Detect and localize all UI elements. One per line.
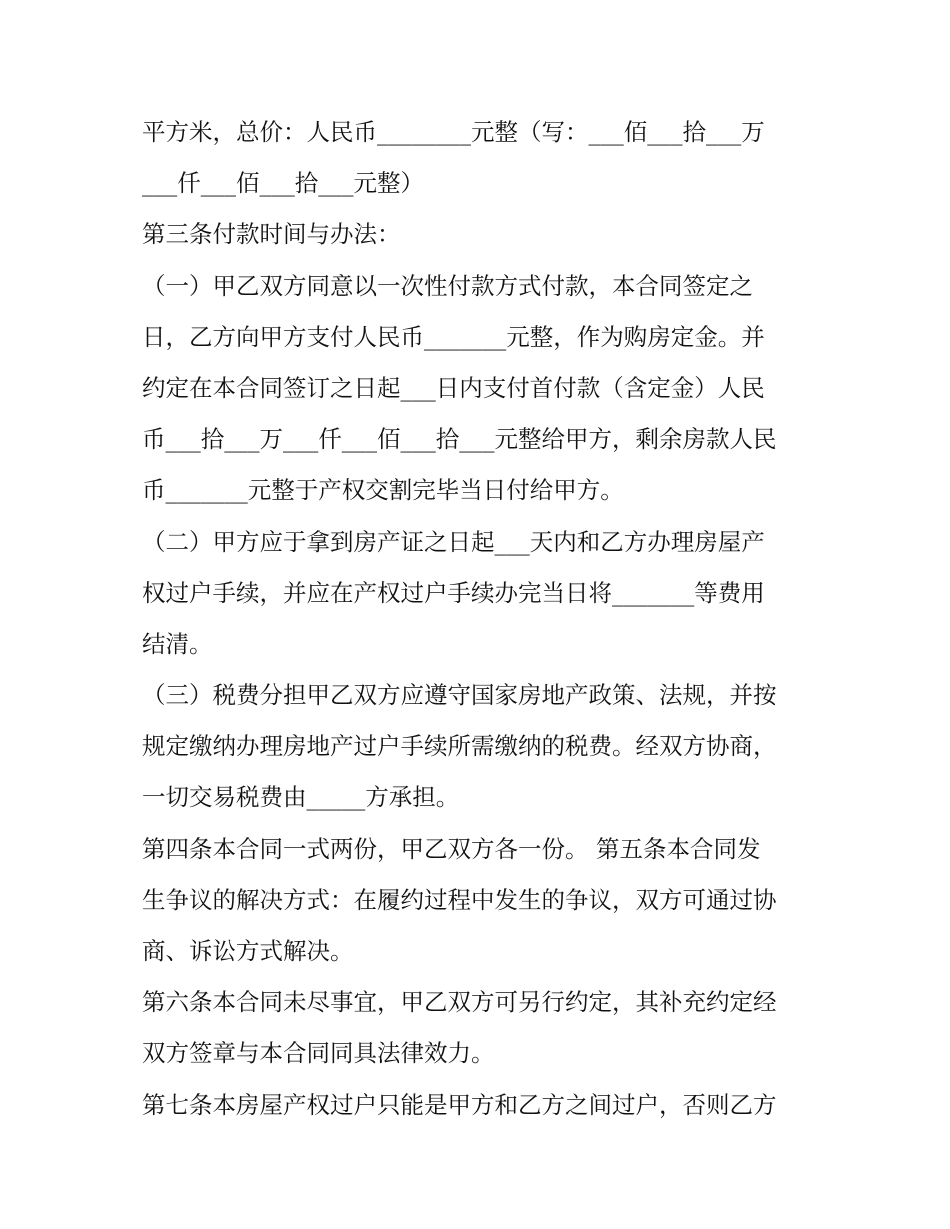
text-line: 第七条本房屋产权过户只能是甲方和乙方之间过户，否则乙方: [142, 1090, 777, 1119]
text-line: （三）税费分担甲乙双方应遵守国家房地产政策、法规，并按: [142, 681, 777, 710]
text-line: （二）甲方应于拿到房产证之日起___天内和乙方办理房屋产: [142, 527, 765, 556]
text-line: 结清。: [142, 629, 213, 658]
text-line: ___仟___佰___拾___元整）: [142, 169, 424, 198]
text-line: 权过户手续，并应在产权过户手续办完当日将_______等费用: [142, 578, 765, 607]
text-line: 规定缴纳办理房地产过户手续所需缴纳的税费。经双方协商，: [142, 732, 777, 761]
text-line: 约定在本合同签订之日起___日内支付首付款（含定金）人民: [142, 373, 765, 402]
document-body: [142, 107, 822, 1131]
text-line: 第三条付款时间与办法：: [142, 220, 401, 249]
text-line: （一）甲乙双方同意以一次性付款方式付款，本合同签定之: [142, 271, 753, 300]
text-line: 生争议的解决方式：在履约过程中发生的争议，双方可通过协: [142, 885, 777, 914]
text-line: 币___拾___万___仟___佰___拾___元整给甲方，剩余房款人民: [142, 425, 777, 454]
text-line: 平方米，总价：人民币________元整（写：___佰___拾___万: [142, 118, 765, 146]
text-line: 第六条本合同未尽事宜，甲乙双方可另行约定，其补充约定经: [142, 988, 777, 1017]
text-line: 第四条本合同一式两份，甲乙双方各一份。 第五条本合同发: [142, 834, 761, 863]
text-line: 日，乙方向甲方支付人民币_______元整，作为购房定金。并: [142, 322, 765, 351]
text-line: 一切交易税费由_____方承担。: [142, 783, 460, 812]
text-line: 币_______元整于产权交割完毕当日付给甲方。: [142, 476, 624, 505]
text-line: 商、诉讼方式解决。: [142, 937, 354, 965]
text-line: 双方签章与本合同同具法律效力。: [142, 1039, 495, 1068]
